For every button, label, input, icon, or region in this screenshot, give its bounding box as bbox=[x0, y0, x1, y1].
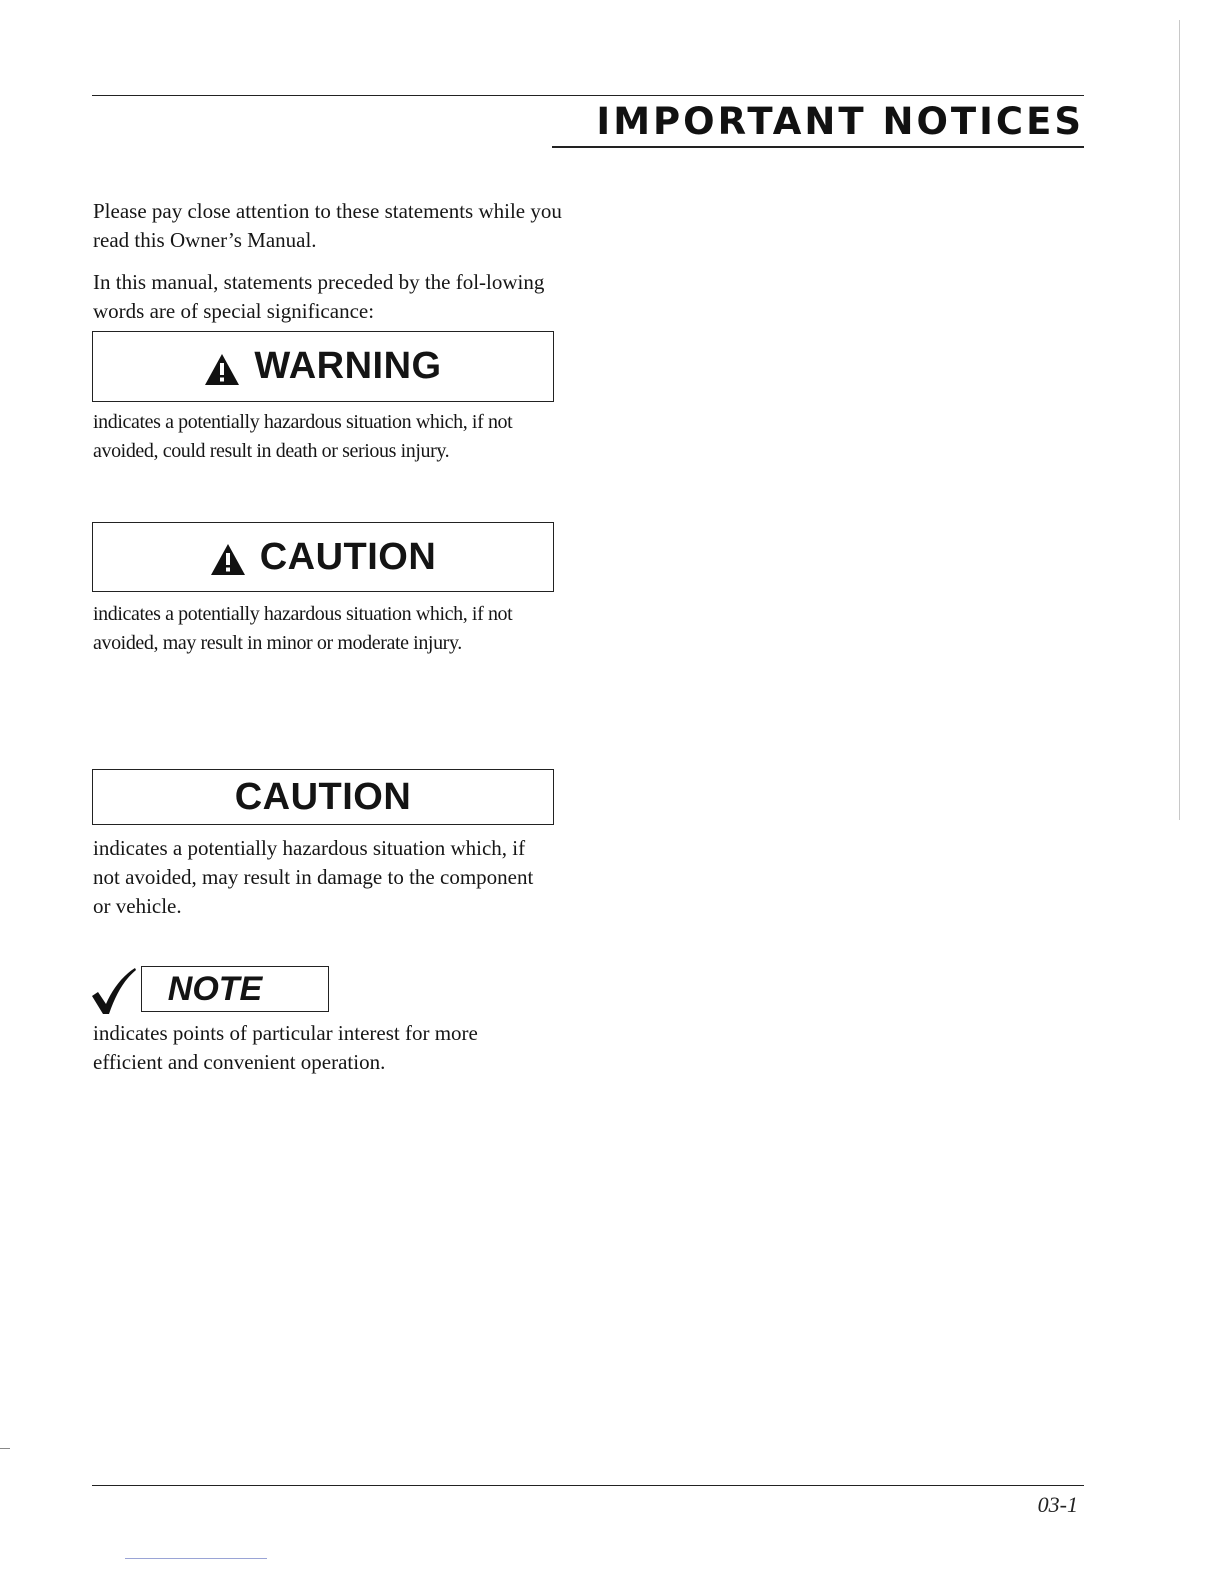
caution-label: CAUTION bbox=[259, 535, 437, 578]
scan-edge-line bbox=[1179, 20, 1180, 820]
caution-property-description: indicates a potentially hazardous situation which, if not avoided, may result in damage to the component or vehicle. bbox=[93, 836, 534, 918]
scan-edge-mark bbox=[0, 1448, 10, 1449]
caution-property-signal-box bbox=[92, 769, 554, 825]
page-title: IMPORTANT NOTICES bbox=[596, 100, 1084, 143]
page-number: 03-1 bbox=[1037, 1492, 1078, 1517]
note-label: NOTE bbox=[167, 969, 263, 1008]
warning-label: WARNING bbox=[254, 345, 442, 387]
header-rule bbox=[92, 95, 1084, 96]
scan-edge-line bbox=[125, 1558, 267, 1559]
warning-description: indicates a potentially hazardous situation which, if not avoided, could result in death or serious injury. bbox=[93, 411, 513, 462]
title-underline bbox=[552, 146, 1084, 148]
caution-signal-box bbox=[92, 522, 554, 592]
warning-signal-box bbox=[92, 331, 554, 402]
alert-triangle-icon bbox=[204, 352, 240, 386]
note-signal-box bbox=[141, 966, 329, 1012]
caution-property-label: CAUTION bbox=[234, 775, 412, 818]
intro-paragraph: Please pay close attention to these statements while you read this Owner’s Manual. bbox=[93, 199, 562, 252]
caution-description: indicates a potentially hazardous situation which, if not avoided, may result in minor or moderate injury. bbox=[93, 603, 513, 654]
alert-triangle-icon bbox=[210, 542, 246, 576]
footer-rule bbox=[92, 1485, 1084, 1486]
note-description: indicates points of particular interest for more efficient and convenient operation. bbox=[93, 1021, 478, 1074]
checkmark-icon bbox=[90, 966, 136, 1016]
intro-paragraph: In this manual, statements preceded by the fol-lowing words are of special significance: bbox=[93, 270, 545, 323]
